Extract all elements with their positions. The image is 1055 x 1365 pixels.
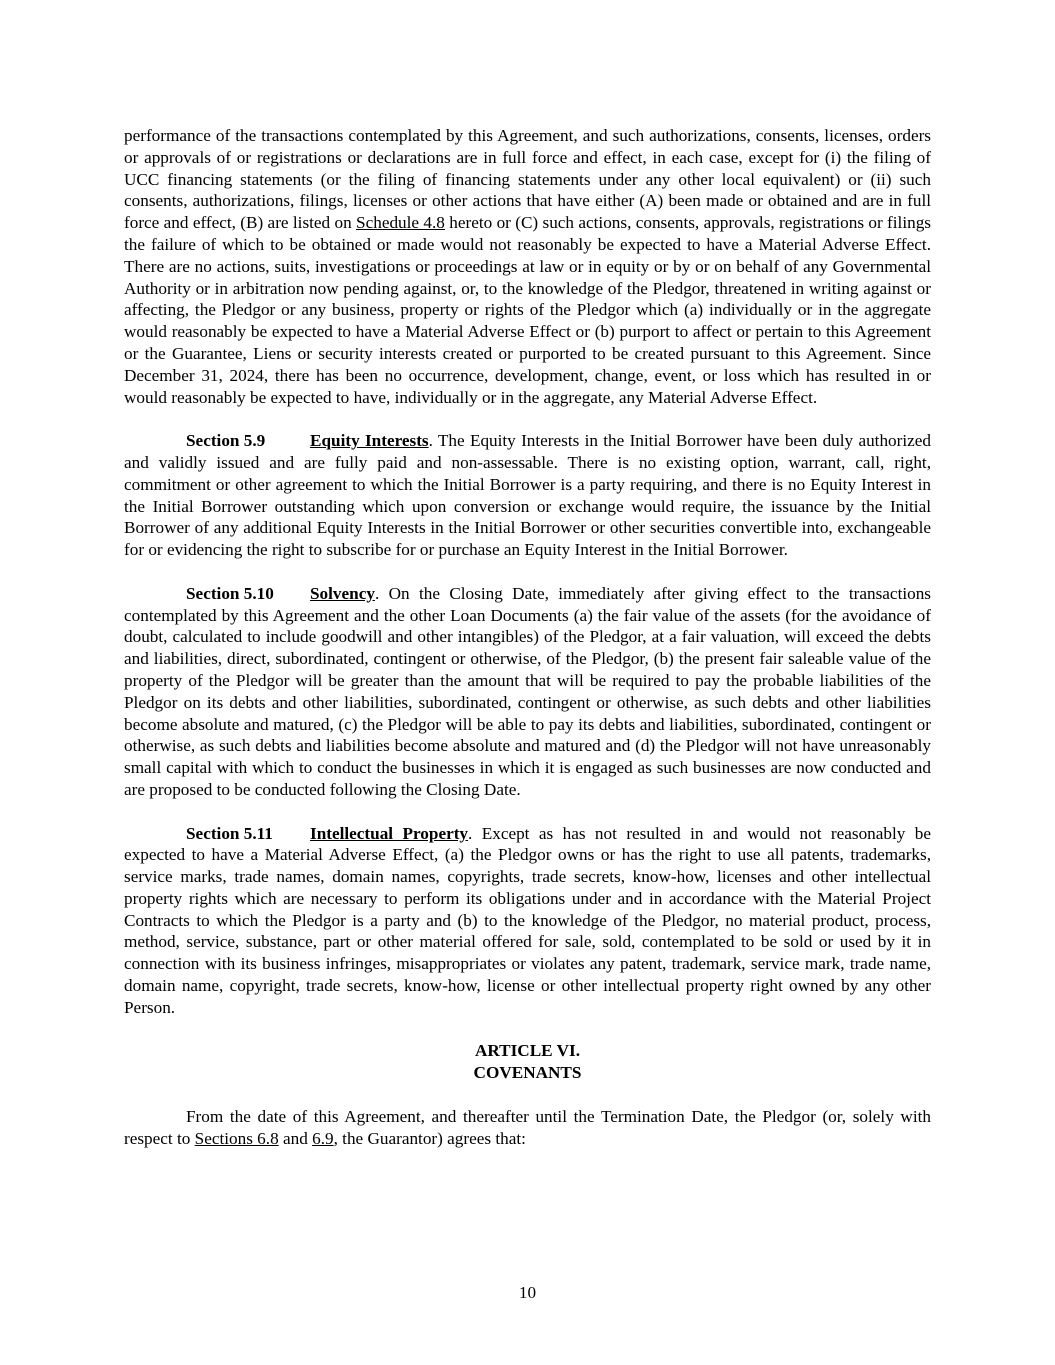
- section-5-10-paragraph: Section 5.10 Solvency. On the Closing Date, immediately after giving effect to the transactions contemplated by this Agreement and the other Loan Documents (a) the fair value of the assets (for the avoidance of doubt, calculated to include goodwill and other intangibles) of the Pledgor, at a fair valuation, will exceed the debts and liabilities, direct, subordinated, contingent or otherwise, of the Pledgor, (b) the present fair saleable value of the property of the Pledgor will be greater than the amount that will be required to pay the probable liabilities of the Pledgor on its debts and other liabilities, subordinated, contingent or otherwise, as such debts and other liabilities become absolute and matured, (c) the Pledgor will be able to pay its debts and liabilities, subordinated, contingent or otherwise, as such debts and liabilities become absolute and matured and (d) the Pledgor will not have unreasonably small capital with which to conduct the businesses in which it is engaged as such businesses are now conducted and are proposed to be conducted following the Closing Date.: [124, 583, 931, 799]
- section-number: Section 5.10: [186, 583, 274, 603]
- section-number: Section 5.9: [186, 431, 266, 451]
- schedule-reference: Schedule 4.8: [356, 213, 445, 233]
- covenants-intro-paragraph: From the date of this Agreement, and thereafter until the Termination Date, the Pledgor (or, solely with respect to Sections 6.8 and 6.9, the Guarantor) agrees that:: [124, 1106, 931, 1148]
- page-number: 10: [518, 1283, 537, 1302]
- article-number: ARTICLE VI.: [474, 1041, 581, 1061]
- section-6-9-reference: 6.9: [312, 1128, 334, 1148]
- section-5-11-paragraph: Section 5.11 Intellectual Property. Except as has not resulted in and would not reasonably be expected to have a Material Adverse Effect, (a) the Pledgor owns or has the right to use all patents, trademarks, service marks, trade names, domain names, copyrights, trade secrets, know-how, licenses and other intellectual property rights which are necessary to perform its obligations under and in accordance with the Material Project Contracts to which the Pledgor is a party and (b) to the knowledge of the Pledgor, no material product, process, method, service, substance, part or other material offered for sale, sold, contemplated to be sold or used by it in connection with its business infringes, misappropriates or violates any patent, trademark, service mark, trade name, domain name, copyright, trade secrets, know-how, license or other intellectual property right owned by any other Person.: [124, 823, 932, 1017]
- section-title: Solvency: [310, 583, 375, 603]
- continuation-paragraph: performance of the transactions contemplated by this Agreement, and such authorizations, consents, licenses, orders or approvals of or registrations or declarations are in full force and effect, in each case, except for (i) the filing of UCC financing statements (or the filing of financing statements under any other local equivalent) or (ii) such consents, authorizations, filings, licenses or other actions that have either (A) been made or obtained and are in full force and effect, (B) are listed on Schedule 4.8 hereto or (C) such actions, consents, approvals, registrations or filings the failure of which to be obtained or made would not reasonably be expected to have a Material Adverse Effect. There are no actions, suits, investigations or proceedings at law or in equity or by or on behalf of any Governmental Authority or in arbitration now pending against, or, to the knowledge of the Pledgor, threatened in writing against or affecting, the Pledgor or any business, property or rights of the Pledgor which (a) individually or in the aggregate would reasonably be expected to have a Material Adverse Effect or (b) purport to affect or pertain to this Agreement or the Guarantee, Liens or security interests created or purported to be created pursuant to this Agreement. Since December 31, 2024, there has been no occurrence, development, change, event, or loss which has resulted in or would reasonably be expected to have, individually or in the aggregate, any Material Adverse Effect.: [124, 126, 931, 407]
- article-title: COVENANTS: [473, 1063, 582, 1083]
- article-heading: [124, 1040, 931, 1084]
- section-5-9-paragraph: Section 5.9 Equity Interests. The Equity Interests in the Initial Borrower have been duly authorized and validly issued and are fully paid and non-assessable. There is no existing option, warrant, call, right, commitment or other agreement to which the Initial Borrower is a party requiring, and there is no Equity Interest in the Initial Borrower outstanding which upon conversion or exchange would require, the issuance by the Initial Borrower of any additional Equity Interests in the Initial Borrower or other securities convertible into, exchangeable for or evidencing the right to subscribe for or purchase an Equity Interest in the Initial Borrower.: [124, 431, 931, 560]
- section-title: Intellectual Property: [310, 823, 469, 843]
- document-body: [124, 125, 931, 1171]
- sections-6-8-reference: Sections 6.8: [194, 1128, 279, 1148]
- section-title: Equity Interests: [310, 431, 429, 451]
- section-number: Section 5.11: [186, 823, 273, 843]
